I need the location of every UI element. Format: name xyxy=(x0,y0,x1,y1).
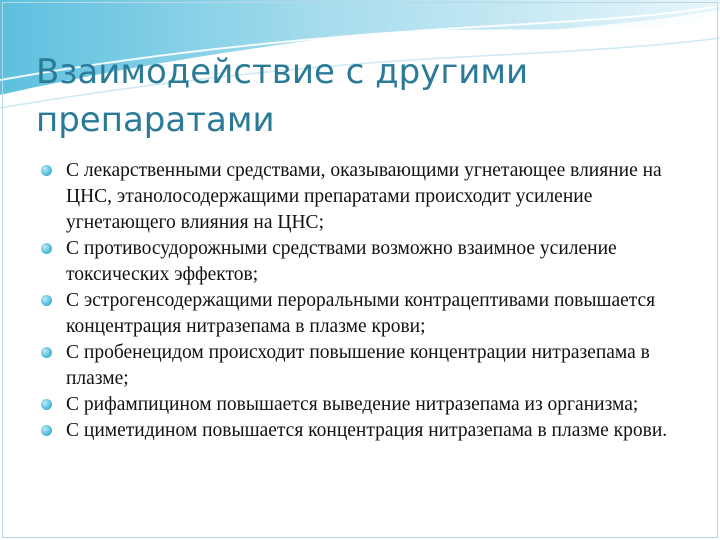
slide-title: Взаимодействие с другими препаратами xyxy=(36,52,529,140)
bullet-text: С пробенецидом происходит повышение концентрации нитразепама в плазме; xyxy=(66,342,650,389)
bullet-dot-icon xyxy=(41,295,52,306)
bullet-text: С рифампицином повышается выведение нитразепама из организма; xyxy=(66,394,639,415)
list-item xyxy=(38,158,688,236)
bullet-text: С противосудорожными средствами возможно взаимное усиление токсических эффектов; xyxy=(66,238,617,285)
list-item xyxy=(38,392,688,418)
bullet-dot-icon xyxy=(41,425,52,436)
bullet-dot-icon xyxy=(41,243,52,254)
list-item xyxy=(38,236,688,288)
bullet-dot-icon xyxy=(41,399,52,410)
bullet-text: С лекарственными средствами, оказывающими угнетающее влияние на ЦНС, этанолосодержащими препаратами происходит усиление угнетающего влияния на ЦНС; xyxy=(66,160,662,233)
bullet-dot-icon xyxy=(41,165,52,176)
list-item xyxy=(38,418,688,444)
list-item xyxy=(38,340,688,392)
bullet-text: С циметидином повышается концентрация нитразепама в плазме крови. xyxy=(66,420,668,441)
bullet-text: С эстрогенсодержащими пероральными контрацептивами повышается концентрация нитразепама в плазме крови; xyxy=(66,290,656,337)
list-item xyxy=(38,288,688,340)
bullet-list xyxy=(38,158,688,444)
bullet-dot-icon xyxy=(41,347,52,358)
